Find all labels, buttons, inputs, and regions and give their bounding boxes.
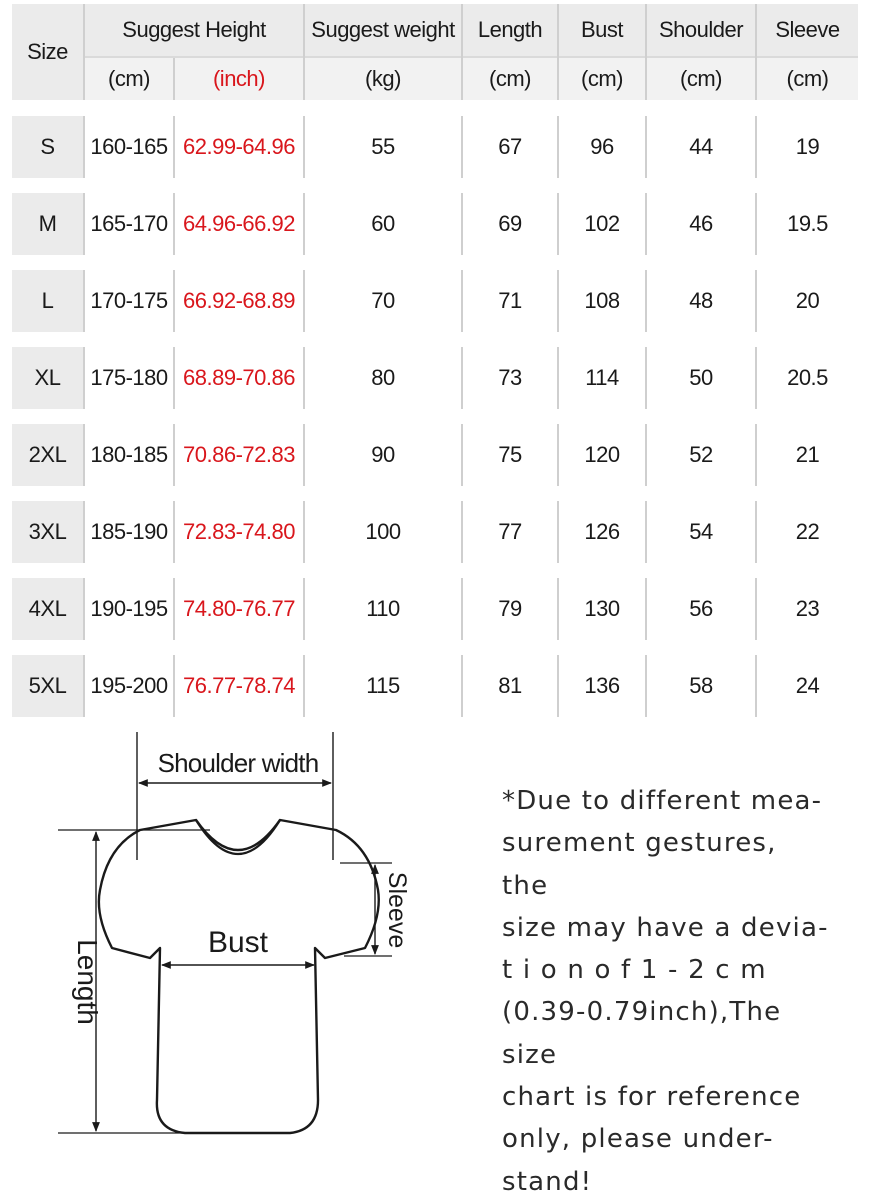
length-label: Length bbox=[72, 939, 103, 1025]
cell-bust: 96 bbox=[558, 116, 646, 178]
cell-size: S bbox=[12, 116, 84, 178]
tshirt-outline bbox=[99, 820, 379, 1133]
header-suggest-height: Suggest Height bbox=[84, 4, 304, 57]
table-row bbox=[12, 347, 858, 409]
table-row bbox=[12, 655, 858, 717]
cell-height-inch: 68.89-70.86 bbox=[174, 347, 304, 409]
cell-sleeve: 23 bbox=[756, 578, 858, 640]
cell-weight: 55 bbox=[304, 116, 462, 178]
cell-sleeve: 24 bbox=[756, 655, 858, 717]
cell-height-inch: 70.86-72.83 bbox=[174, 424, 304, 486]
cell-bust: 102 bbox=[558, 193, 646, 255]
row-spacer bbox=[12, 178, 858, 193]
header-length: Length bbox=[462, 4, 558, 57]
table-row bbox=[12, 578, 858, 640]
sleeve-label: Sleeve bbox=[383, 871, 411, 949]
header-gap bbox=[12, 100, 858, 116]
cell-height-cm: 180-185 bbox=[84, 424, 174, 486]
cell-bust: 130 bbox=[558, 578, 646, 640]
cell-sleeve: 20.5 bbox=[756, 347, 858, 409]
unit-height-cm: (cm) bbox=[84, 57, 174, 100]
bust-label: Bust bbox=[207, 926, 269, 959]
cell-bust: 126 bbox=[558, 501, 646, 563]
size-deviation-note: *Due to different mea- surement gestures, the size may have a devia- t i o n o f 1 - 2 c m (0.39-0.79inch),The size chart is for reference only, please under- stand! bbox=[502, 786, 829, 1197]
cell-height-cm: 190-195 bbox=[84, 578, 174, 640]
cell-weight: 60 bbox=[304, 193, 462, 255]
cell-shoulder: 54 bbox=[646, 501, 756, 563]
row-spacer bbox=[12, 332, 858, 347]
cell-weight: 80 bbox=[304, 347, 462, 409]
tshirt-measurement-diagram bbox=[0, 720, 480, 1168]
cell-shoulder: 52 bbox=[646, 424, 756, 486]
cell-height-cm: 185-190 bbox=[84, 501, 174, 563]
cell-bust: 108 bbox=[558, 270, 646, 332]
cell-length: 73 bbox=[462, 347, 558, 409]
table-header-row bbox=[12, 4, 858, 57]
row-spacer bbox=[12, 563, 858, 578]
table-row bbox=[12, 501, 858, 563]
cell-bust: 120 bbox=[558, 424, 646, 486]
cell-weight: 100 bbox=[304, 501, 462, 563]
table-unit-row bbox=[12, 57, 858, 100]
cell-height-cm: 160-165 bbox=[84, 116, 174, 178]
cell-size: XL bbox=[12, 347, 84, 409]
cell-size: 5XL bbox=[12, 655, 84, 717]
cell-weight: 110 bbox=[304, 578, 462, 640]
unit-shoulder: (cm) bbox=[646, 57, 756, 100]
cell-shoulder: 50 bbox=[646, 347, 756, 409]
cell-height-inch: 74.80-76.77 bbox=[174, 578, 304, 640]
table-row bbox=[12, 116, 858, 178]
cell-size: L bbox=[12, 270, 84, 332]
cell-length: 71 bbox=[462, 270, 558, 332]
cell-sleeve: 21 bbox=[756, 424, 858, 486]
table-row bbox=[12, 270, 858, 332]
header-size: Size bbox=[12, 4, 84, 100]
cell-height-inch: 72.83-74.80 bbox=[174, 501, 304, 563]
cell-length: 77 bbox=[462, 501, 558, 563]
cell-weight: 90 bbox=[304, 424, 462, 486]
table-row bbox=[12, 193, 858, 255]
unit-bust: (cm) bbox=[558, 57, 646, 100]
cell-sleeve: 19 bbox=[756, 116, 858, 178]
cell-length: 69 bbox=[462, 193, 558, 255]
cell-height-cm: 175-180 bbox=[84, 347, 174, 409]
cell-sleeve: 20 bbox=[756, 270, 858, 332]
unit-length: (cm) bbox=[462, 57, 558, 100]
cell-length: 67 bbox=[462, 116, 558, 178]
cell-shoulder: 58 bbox=[646, 655, 756, 717]
row-spacer bbox=[12, 255, 858, 270]
cell-height-cm: 195-200 bbox=[84, 655, 174, 717]
header-shoulder: Shoulder bbox=[646, 4, 756, 57]
header-suggest-weight: Suggest weight bbox=[304, 4, 462, 57]
cell-shoulder: 44 bbox=[646, 116, 756, 178]
cell-size: M bbox=[12, 193, 84, 255]
row-spacer bbox=[12, 409, 858, 424]
unit-sleeve: (cm) bbox=[756, 57, 858, 100]
cell-bust: 136 bbox=[558, 655, 646, 717]
cell-shoulder: 56 bbox=[646, 578, 756, 640]
cell-height-inch: 64.96-66.92 bbox=[174, 193, 304, 255]
size-chart-table bbox=[12, 4, 858, 732]
unit-weight: (kg) bbox=[304, 57, 462, 100]
cell-bust: 114 bbox=[558, 347, 646, 409]
cell-height-inch: 76.77-78.74 bbox=[174, 655, 304, 717]
cell-size: 4XL bbox=[12, 578, 84, 640]
header-bust: Bust bbox=[558, 4, 646, 57]
row-spacer bbox=[12, 640, 858, 655]
row-spacer bbox=[12, 486, 858, 501]
shoulder-width-label: Shoulder width bbox=[157, 748, 319, 778]
cell-length: 79 bbox=[462, 578, 558, 640]
cell-size: 2XL bbox=[12, 424, 84, 486]
cell-size: 3XL bbox=[12, 501, 84, 563]
cell-height-inch: 66.92-68.89 bbox=[174, 270, 304, 332]
cell-weight: 115 bbox=[304, 655, 462, 717]
cell-length: 75 bbox=[462, 424, 558, 486]
cell-length: 81 bbox=[462, 655, 558, 717]
header-sleeve: Sleeve bbox=[756, 4, 858, 57]
cell-shoulder: 48 bbox=[646, 270, 756, 332]
cell-weight: 70 bbox=[304, 270, 462, 332]
cell-height-cm: 170-175 bbox=[84, 270, 174, 332]
cell-sleeve: 19.5 bbox=[756, 193, 858, 255]
table-row bbox=[12, 424, 858, 486]
cell-shoulder: 46 bbox=[646, 193, 756, 255]
unit-height-inch: (inch) bbox=[174, 57, 304, 100]
cell-height-inch: 62.99-64.96 bbox=[174, 116, 304, 178]
cell-height-cm: 165-170 bbox=[84, 193, 174, 255]
cell-sleeve: 22 bbox=[756, 501, 858, 563]
